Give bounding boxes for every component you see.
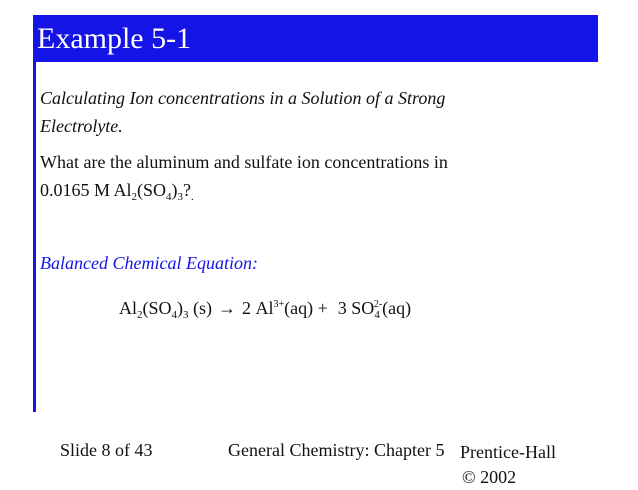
eq-product2-state: (aq) [382, 298, 412, 318]
eq-reactant-close-sub: 3 [183, 309, 189, 321]
q-sub-3: 3 [177, 191, 184, 203]
equation-heading: Balanced Chemical Equation: [40, 253, 258, 273]
eq-product2-coef: 3 [337, 298, 347, 318]
eq-product2-element: SO [351, 298, 375, 318]
question-text [40, 148, 580, 204]
publisher-name: Prentice-Hall [460, 442, 556, 462]
eq-reactant-state: (s) [193, 298, 213, 318]
eq-product1-charge: 3+ [273, 299, 285, 310]
left-accent-rule [33, 62, 36, 412]
eq-reactant-close: ) [177, 298, 184, 318]
eq-product2-charge: 2- [373, 299, 383, 310]
subtitle-line-1: Calculating Ion concentrations in a Solution of a Strong [40, 88, 446, 108]
eq-product1-element: Al [255, 298, 274, 318]
reaction-arrow-icon: → [218, 298, 237, 318]
publisher-credit [460, 440, 630, 490]
slide-title: Example 5-1 [33, 15, 598, 62]
eq-reactant-so: (SO [142, 298, 172, 318]
question-line-1: What are the aluminum and sulfate ion concentrations in [40, 152, 448, 172]
publisher-year: © 2002 [462, 467, 517, 487]
q-suffix: ? [183, 180, 192, 200]
example-subtitle [40, 84, 560, 140]
q-mid-1: (SO [137, 180, 167, 200]
subtitle-line-2: Electrolyte. [40, 116, 123, 136]
balanced-equation [119, 298, 411, 319]
slide-number: Slide 8 of 43 [60, 440, 153, 460]
eq-product1-state: (aq) + [284, 298, 328, 318]
eq-reactant-so-sub: 4 [171, 309, 178, 321]
eq-product1-coef: 2 [242, 298, 252, 318]
q-prefix: 0.0165 M Al [40, 180, 132, 200]
eq-reactant-al: Al [119, 298, 137, 318]
eq-product2-sub: 4 [374, 309, 380, 321]
course-chapter: General Chemistry: Chapter 5 [228, 440, 445, 460]
q-sub-2: 4 [166, 191, 172, 203]
q-trail: . [191, 191, 194, 203]
q-mid-2: ) [171, 180, 178, 200]
q-sub-1: 2 [131, 191, 138, 203]
eq-reactant-al-sub: 2 [137, 309, 143, 321]
question-line-2 [40, 180, 194, 203]
